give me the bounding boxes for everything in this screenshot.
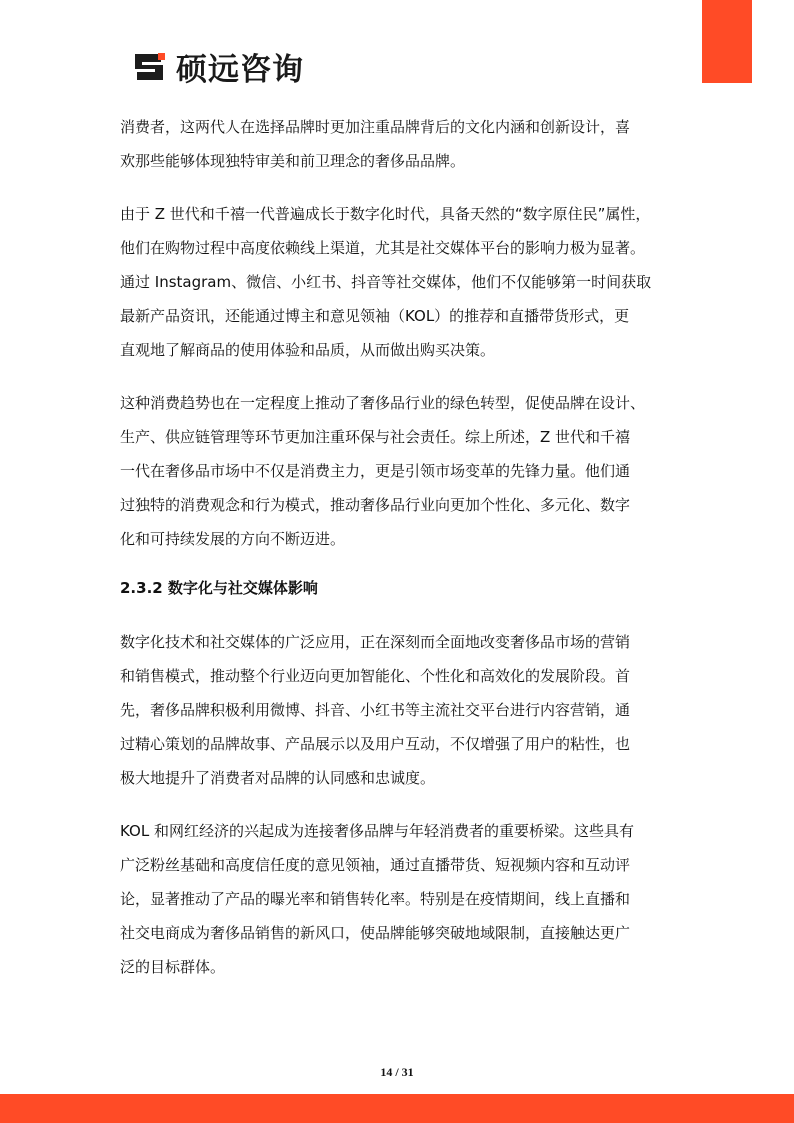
- text-line: 直观地了解商品的使用体验和品质，从而做出购买决策。: [120, 341, 496, 359]
- text-line: 数字化技术和社交媒体的广泛应用，正在深刻而全面地改变奢侈品市场的营销: [120, 633, 631, 651]
- text-line: 消费者，这两代人在选择品牌时更加注重品牌背后的文化内涵和创新设计，喜: [120, 118, 631, 136]
- text-line: 极大地提升了消费者对品牌的认同感和忠诚度。: [120, 769, 436, 787]
- section-heading: 2.3.2 数字化与社交媒体影响: [120, 579, 318, 597]
- text-line: 最新产品资讯，还能通过博主和意见领袖（KOL）的推荐和直播带货形式，更: [120, 307, 630, 325]
- text-line: 过独特的消费观念和行为模式，推动奢侈品行业向更加个性化、多元化、数字: [120, 496, 631, 514]
- text-line: 社交电商成为奢侈品销售的新风口，使品牌能够突破地域限制，直接触达更广: [120, 924, 631, 942]
- text-line: 化和可持续发展的方向不断迈进。: [120, 530, 346, 548]
- text-line: 论，显著推动了产品的曝光率和销售转化率。特别是在疫情期间，线上直播和: [120, 890, 631, 908]
- text-line: KOL 和网红经济的兴起成为连接奢侈品牌与年轻消费者的重要桥梁。这些具有: [120, 822, 634, 840]
- text-line: 通过 Instagram、微信、小红书、抖音等社交媒体，他们不仅能够第一时间获取: [120, 273, 652, 291]
- paragraph-3: [120, 386, 680, 556]
- paragraph-5: [120, 814, 680, 984]
- paragraph-4: [120, 625, 680, 795]
- document-body: [120, 110, 680, 1003]
- header-accent-block: [702, 0, 752, 83]
- text-line: 由于 Z 世代和千禧一代普遍成长于数字化时代，具备天然的“数字原住民”属性，: [120, 205, 651, 223]
- brand-logo-icon: [130, 49, 168, 85]
- footer-accent-bar: [0, 1094, 794, 1123]
- text-line: 欢那些能够体现独特审美和前卫理念的奢侈品品牌。: [120, 152, 466, 170]
- text-line: 先，奢侈品牌积极利用微博、抖音、小红书等主流社交平台进行内容营销，通: [120, 701, 631, 719]
- brand-name: 硕远咨询: [176, 52, 304, 88]
- text-line: 这种消费趋势也在一定程度上推动了奢侈品行业的绿色转型，促使品牌在设计、: [120, 394, 646, 412]
- text-line: 生产、供应链管理等环节更加注重环保与社会责任。综上所述，Z 世代和千禧: [120, 428, 631, 446]
- text-line: 泛的目标群体。: [120, 958, 226, 976]
- text-line: 和销售模式，推动整个行业迈向更加智能化、个性化和高效化的发展阶段。首: [120, 667, 631, 685]
- brand-logo: [130, 44, 304, 89]
- text-line: 一代在奢侈品市场中不仅是消费主力，更是引领市场变革的先锋力量。他们通: [120, 462, 631, 480]
- paragraph-2: [120, 197, 680, 367]
- paragraph-1: [120, 110, 680, 178]
- text-line: 过精心策划的品牌故事、产品展示以及用户互动，不仅增强了用户的粘性，也: [120, 735, 631, 753]
- page-number: 14 / 31: [380, 1065, 414, 1079]
- text-line: 他们在购物过程中高度依赖线上渠道，尤其是社交媒体平台的影响力极为显著。: [120, 239, 646, 257]
- text-line: 广泛粉丝基础和高度信任度的意见领袖，通过直播带货、短视频内容和互动评: [120, 856, 631, 874]
